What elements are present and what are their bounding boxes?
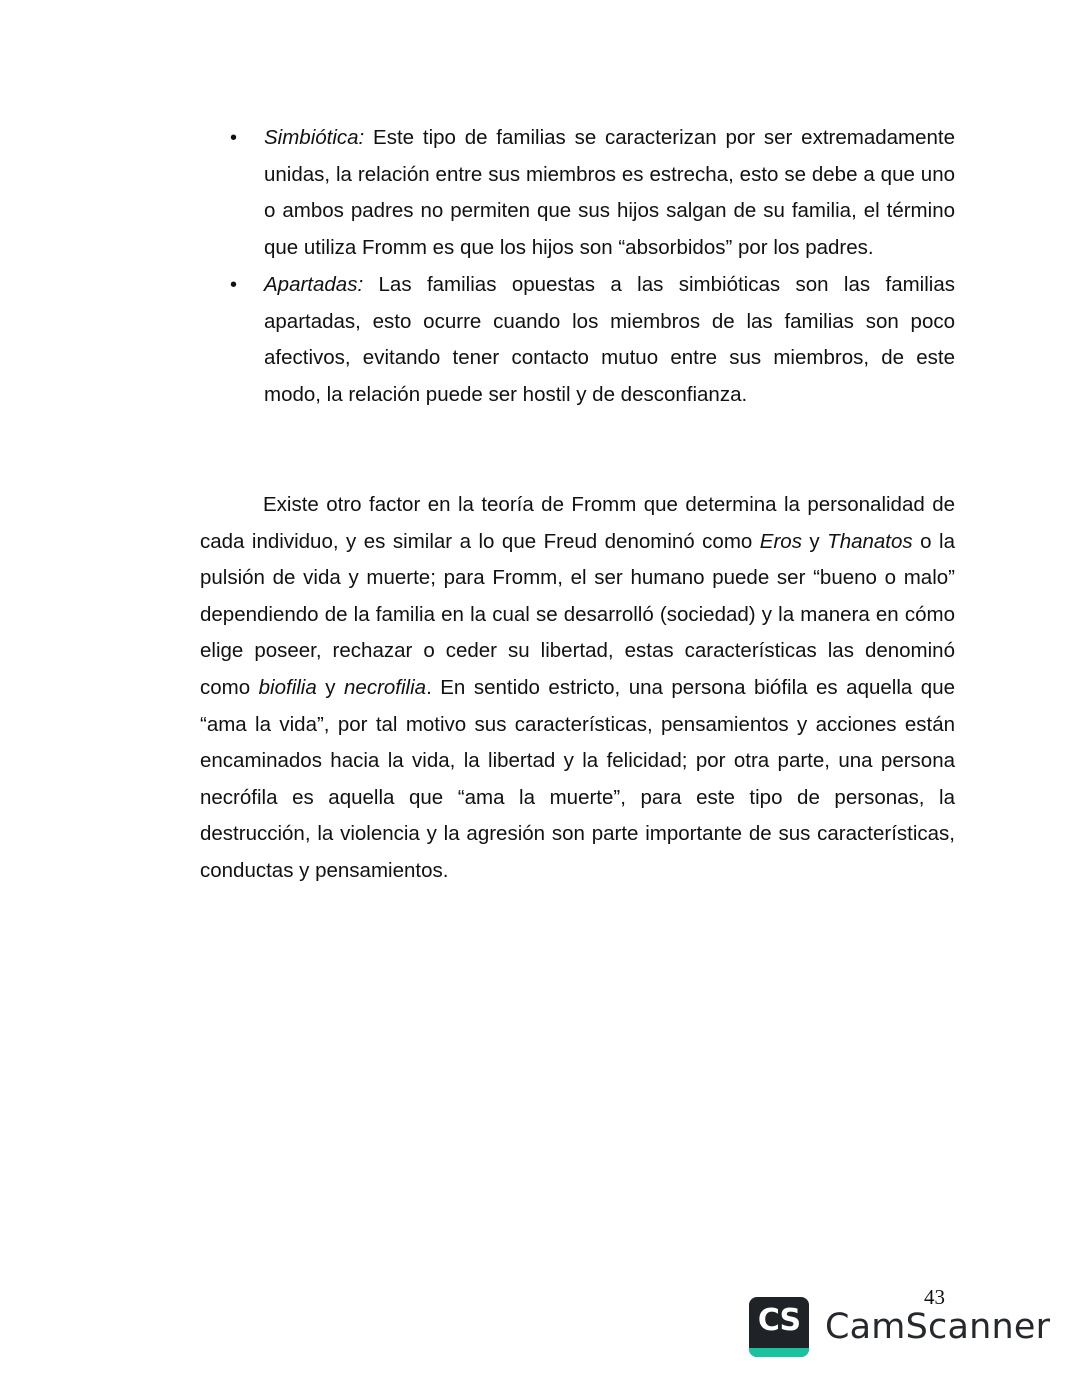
logo-stripe — [749, 1348, 809, 1357]
brand-name: CamScanner — [825, 1307, 1051, 1347]
page-number: 43 — [924, 1285, 945, 1309]
bullet-dot-icon: • — [230, 127, 238, 149]
logo-text: CS — [757, 1303, 801, 1338]
bullet-text: Este tipo de familias se caracterizan por ser extremadamente unidas, la relación entre sus miembros es estrecha, esto se debe a que uno o ambos padres no permiten que sus hijos salgan de su familia, el término que utiliza Fromm es que los hijos son “absorbidos” por los padres. — [264, 126, 955, 260]
bullet-term: Apartadas: — [264, 272, 364, 296]
bullet-term: Simbiótica: — [264, 126, 365, 149]
bullet-dot-icon: • — [230, 273, 238, 296]
term-eros: Eros — [759, 529, 802, 553]
bullet-item-simbiotica — [200, 120, 955, 267]
body-paragraph — [200, 487, 955, 890]
bullet-text: Las familias opuestas a las simbióticas son las familias apartadas, esto ocurre cuando los miembros de las familias son poco afectivos, evitando tener contacto mutuo entre sus miembros, de este modo, la relación puede ser hostil y de desconfianza. — [264, 272, 955, 406]
paragraph-text: Existe otro factor en la teoría de Fromm que determina la personalidad de cada individuo, y es similar a lo que Freud denominó como — [200, 493, 955, 553]
camscanner-watermark — [749, 1296, 1050, 1358]
bullet-item-apartadas — [200, 267, 955, 414]
term-necrofilia: necrofilia — [344, 675, 427, 699]
paragraph-text: y — [801, 529, 828, 553]
paragraph-text: y — [316, 675, 345, 699]
camscanner-logo-icon — [749, 1297, 809, 1357]
bullet-list — [200, 120, 955, 414]
term-thanatos: Thanatos — [827, 529, 913, 553]
paragraph-text: o la pulsión de vida y muerte; para Fromm, el ser humano puede ser “bueno o malo” dependiendo de la familia en la cual se desarrolló (sociedad) y la manera en cómo elige poseer, rechazar o ceder su libertad, estas características las denominó como — [200, 529, 955, 699]
paragraph-text: . En sentido estricto, una persona biófila es aquella que “ama la vida”, por tal motivo sus características, pensamientos y acciones están encaminados hacia la vida, la libertad y la felicidad; por otra parte, una persona necrófila es aquella que “ama la muerte”, para este tipo de personas, la destrucción, la violencia y la agresión son parte importante de sus características, conductas y pensamientos. — [200, 675, 955, 882]
term-biofilia: biofilia — [258, 675, 317, 699]
